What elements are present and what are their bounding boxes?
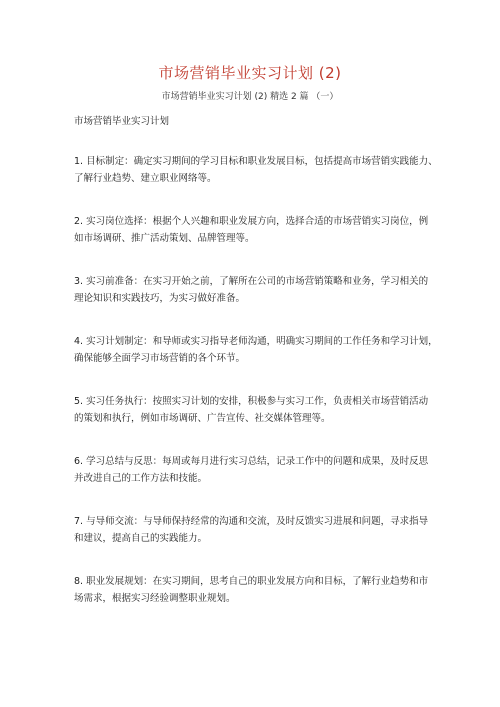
plan-item-1 [74,153,444,187]
plan-item-line: 4. 实习计划制定：和导师或实习指导老师沟通，明确实习期间的工作任务和学习计划， [74,336,438,347]
document-subtitle: 市场营销毕业实习计划 (2) 精选 2 篇 （一） [161,92,339,102]
plan-item-line: 5. 实习任务执行：按照实习计划的安排，积极参与实习工作，负责相关市场营销活动 [74,396,429,407]
plan-item-4 [74,333,444,367]
plan-item-2 [74,213,444,247]
plan-item-line: 如市场调研、推广活动策划、品牌管理等。 [74,233,255,244]
plan-item-8 [74,573,444,607]
plan-item-line: 6. 学习总结与反思：每周或每月进行实习总结，记录工作中的问题和成果，及时反思 [74,456,429,467]
plan-item-line: 8. 职业发展规划：在实习期间，思考自己的职业发展方向和目标，了解行业趋势和市 [74,576,429,587]
plan-item-line: 了解行业趋势、建立职业网络等。 [74,173,217,184]
plan-item-line: 场需求，根据实习经验调整职业规划。 [74,593,236,604]
plan-item-line: 7. 与导师交流：与导师保持经常的沟通和交流，及时反馈实习进展和问题，寻求指导 [74,516,429,527]
plan-item-line: 并改进自己的工作方法和技能。 [74,473,208,484]
plan-item-line: 2. 实习岗位选择：根据个人兴趣和职业发展方向，选择合适的市场营销实习岗位，例 [74,216,429,227]
plan-item-5 [74,393,444,427]
document-title: 市场营销毕业实习计划 (2) [158,64,342,82]
plan-item-line: 和建议，提高自己的实践能力。 [74,533,208,544]
plan-item-3 [74,273,444,307]
plan-item-line: 1. 目标制定：确定实习期间的学习目标和职业发展目标，包括提高市场营销实践能力、 [74,156,438,167]
plan-item-line: 理论知识和实践技巧，为实习做好准备。 [74,293,246,304]
plan-item-line: 确保能够全面学习市场营销的各个环节。 [74,353,246,364]
plan-item-line: 3. 实习前准备：在实习开始之前，了解所在公司的市场营销策略和业务，学习相关的 [74,276,429,287]
plan-item-7 [74,513,444,547]
plan-item-6 [74,453,444,487]
plan-item-line: 的策划和执行，例如市场调研、广告宣传、社交媒体管理等。 [74,413,331,424]
section-heading: 市场营销毕业实习计划 [74,116,170,127]
